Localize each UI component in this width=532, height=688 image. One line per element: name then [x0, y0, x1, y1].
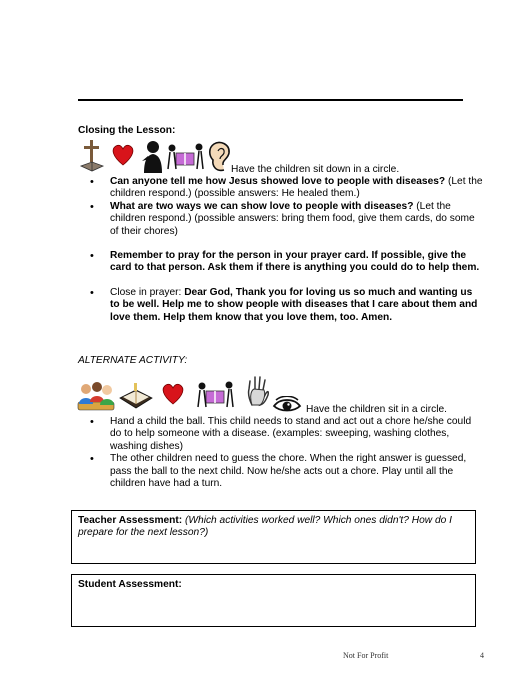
list-item — [84, 287, 484, 324]
teacher-assessment-prompt: (Which activities worked well? Which ones didn't? How do I prepare for the next lesson?) — [78, 515, 452, 539]
student-assessment-label: Student Assessment: — [78, 579, 182, 590]
alternate-bullet-list — [84, 416, 484, 490]
question-text: What are two ways we can show love to people with diseases? — [110, 200, 414, 212]
alternate-intro: Have the children sit in a circle. — [306, 404, 447, 415]
heart-icon — [160, 382, 186, 406]
closing-intro: Have the children sit down in a circle. — [231, 164, 400, 175]
list-item — [84, 176, 484, 201]
praying-child-icon — [139, 139, 165, 175]
question-text: Can anyone tell me how Jesus showed love to people with diseases? — [110, 176, 446, 187]
note-text: (Let the children respond.) (possible answers: bring them food, give them cards, do some of their chores) — [110, 200, 475, 237]
kids-carrying-gift-icon — [166, 143, 206, 173]
cross-bible-icon — [78, 138, 106, 174]
footer-text: Not For Profit — [343, 651, 389, 660]
page-number: 4 — [480, 651, 484, 660]
prayer-text: Dear God, Thank you for loving us so much and wanting us to be well. Help me to show people with diseases that I care about them and love them. Help them know that you love them, too. Amen. — [110, 286, 478, 323]
eye-icon — [272, 396, 302, 414]
list-item — [84, 250, 484, 275]
hand-icon — [246, 375, 270, 407]
list-item: • Hand a child the ball. This child needs to stand and act out a chore he/she could do to help someone with a disease. (examples: sweeping, washing clothes, washing dishes) — [84, 416, 484, 453]
list-item: • The other children need to guess the chore. When the right answer is guessed, pass the ball to the next child. Now he/she acts out a chore. Play until all the children have had a turn. — [84, 453, 484, 490]
prayer-lead-text: Close in prayer: — [110, 286, 185, 298]
top-rule — [78, 99, 463, 101]
alternate-heading: ALTERNATE ACTIVITY: — [78, 355, 188, 366]
kids-carrying-gift-icon — [196, 381, 236, 411]
closing-bullet-list — [84, 176, 484, 324]
closing-heading: Closing the Lesson: — [78, 125, 176, 136]
bible-icon — [118, 382, 154, 410]
ear-icon — [206, 140, 232, 174]
children-group-icon — [76, 380, 116, 412]
student-assessment-box — [71, 574, 476, 627]
heart-icon — [110, 143, 136, 167]
instruction-text: Remember to pray for the person in your prayer card. If possible, give the card to that person. Ask them if there is anything you could do to help them. — [110, 250, 480, 274]
list-item — [84, 201, 484, 238]
teacher-assessment-label: Teacher Assessment: — [78, 515, 183, 526]
teacher-assessment-box — [71, 510, 476, 564]
note-text: (Let the children respond.) (possible answers: He healed them.) — [110, 176, 483, 200]
